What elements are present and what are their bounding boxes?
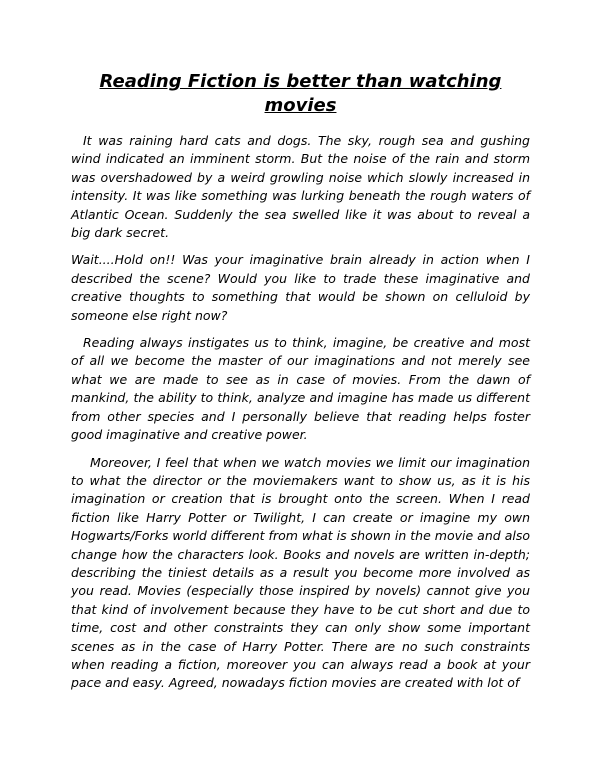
paragraph-storm-scene: It was raining hard cats and dogs. The sky, rough sea and gushing wind indicated an imminent storm. But the noise of the rain and storm was overshadowed by a weird growling noise which slowly increased in intensity. It was like something was lurking beneath the rough waters of Atlantic Ocean. Suddenly the sea swelled like it was about to reveal a big dark secret. xyxy=(71,133,530,241)
paragraph-moreover: Moreover, I feel that when we watch movies we limit our imagination to what the director or the moviemakers want to show us, as it is his imagination or creation that is brought onto the screen. When I read fiction like Harry Potter or Twilight, I can create or imagine my own Hogwarts/Forks world different from what is shown in the movie and also change how the characters look. Books and novels are written in-depth; describing the tiniest details as a result you become more involved as you read. Movies (especially those inspired by novels) cannot give you that kind of involvement because they have to be cut short and due to time, cost and other constraints they can only show some important scenes as in the case of Harry Potter. There are no such constraints when reading a fiction, moreover you can always read a book at your pace and easy. Agreed, nowadays fiction movies are created with lot of xyxy=(71,454,530,691)
paragraph-reading-instigates: Reading always instigates us to think, imagine, be creative and most of all we become the master of our imaginations and not merely see what we are made to see as in case of movies. From the dawn of mankind, the ability to think, analyze and imagine has made us different from other species and I personally believe that reading helps foster good imaginative and creative power. xyxy=(71,335,530,443)
document-title: Reading Fiction is better than watching movies xyxy=(99,71,502,116)
paragraph-wait-hold-on: Wait....Hold on!! Was your imaginative brain already in action when I described the scene? Would you like to trade these imaginative and creative thoughts to something that would be shown on celluloid by someone else right now? xyxy=(71,252,530,323)
